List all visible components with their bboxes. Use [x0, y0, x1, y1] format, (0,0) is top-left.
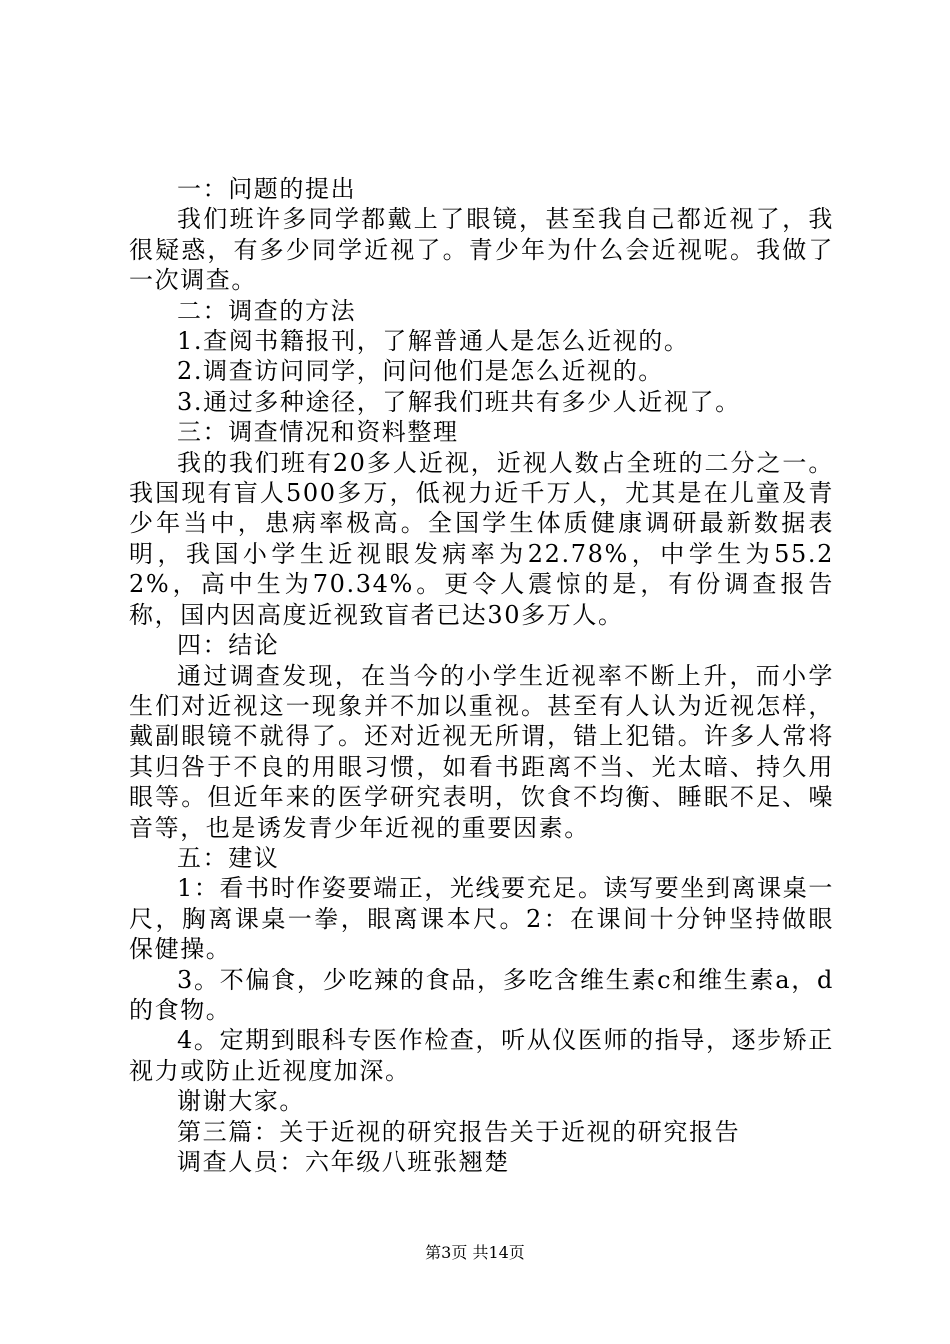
document-body	[129, 174, 834, 1177]
method-item-3: 3.通过多种途径，了解我们班共有多少人近视了。	[177, 387, 741, 416]
paragraph-findings: 我的我们班有20多人近视，近视人数占全班的二分之一。我国现有盲人500多万，低视力近千万人，尤其是在儿童及青少年当中，患病率极高。全国学生体质健康调研最新数据表明，我国小学生近视眼发病率为22.78%，中学生为55.22%，高中生为70.34%。更令人震惊的是，有份调查报告称，国内因高度近视致盲者已达30多万人。	[129, 448, 834, 629]
suggestion-item-4: 4。定期到眼科专医作检查，听从仪医师的指导，逐步矫正视力或防止近视度加深。	[129, 1026, 834, 1085]
suggestion-item-1: 1：看书时作姿要端正，光线要充足。读写要坐到离课桌一尺，胸离课桌一拳，眼离课本尺。2：在课间十分钟坚持做眼保健操。	[129, 874, 834, 964]
paragraph-problem: 我们班许多同学都戴上了眼镜，甚至我自己都近视了，我很疑惑，有多少同学近视了。青少年为什么会近视呢。我做了一次调查。	[129, 205, 834, 295]
heading-problem: 一：问题的提出	[177, 175, 357, 203]
suggestion-item-3: 3。不偏食，少吃辣的食品，多吃含维生素c和维生素a，d的食物。	[129, 965, 834, 1024]
method-item-2: 2.调查访问同学，问问他们是怎么近视的。	[177, 357, 664, 386]
investigator-line: 调查人员：六年级八班张翘楚	[177, 1148, 510, 1176]
paragraph-conclusion: 通过调查发现，在当今的小学生近视率不断上升，而小学生们对近视这一现象并不加以重视。甚至有人认为近视怎样，戴副眼镜不就得了。还对近视无所谓，错上犯错。许多人常将其归咎于不良的用眼习惯，如看书距离不当、光太暗、持久用眼等。但近年来的医学研究表明，饮食不均衡、睡眠不足、噪音等，也是诱发青少年近视的重要因素。	[129, 661, 834, 842]
heading-findings: 三：调查情况和资料整理	[177, 418, 459, 447]
heading-method: 二：调查的方法	[177, 296, 357, 325]
heading-conclusion: 四：结论	[177, 631, 280, 660]
page-number-footer: 第3页 共14页	[425, 1243, 525, 1262]
section-title: 第三篇：关于近视的研究报告关于近视的研究报告	[177, 1117, 741, 1146]
heading-suggestions: 五：建议	[177, 843, 280, 872]
closing-thanks: 谢谢大家。	[177, 1087, 305, 1116]
method-item-1: 1.查阅书籍报刊，了解普通人是怎么近视的。	[177, 327, 690, 356]
